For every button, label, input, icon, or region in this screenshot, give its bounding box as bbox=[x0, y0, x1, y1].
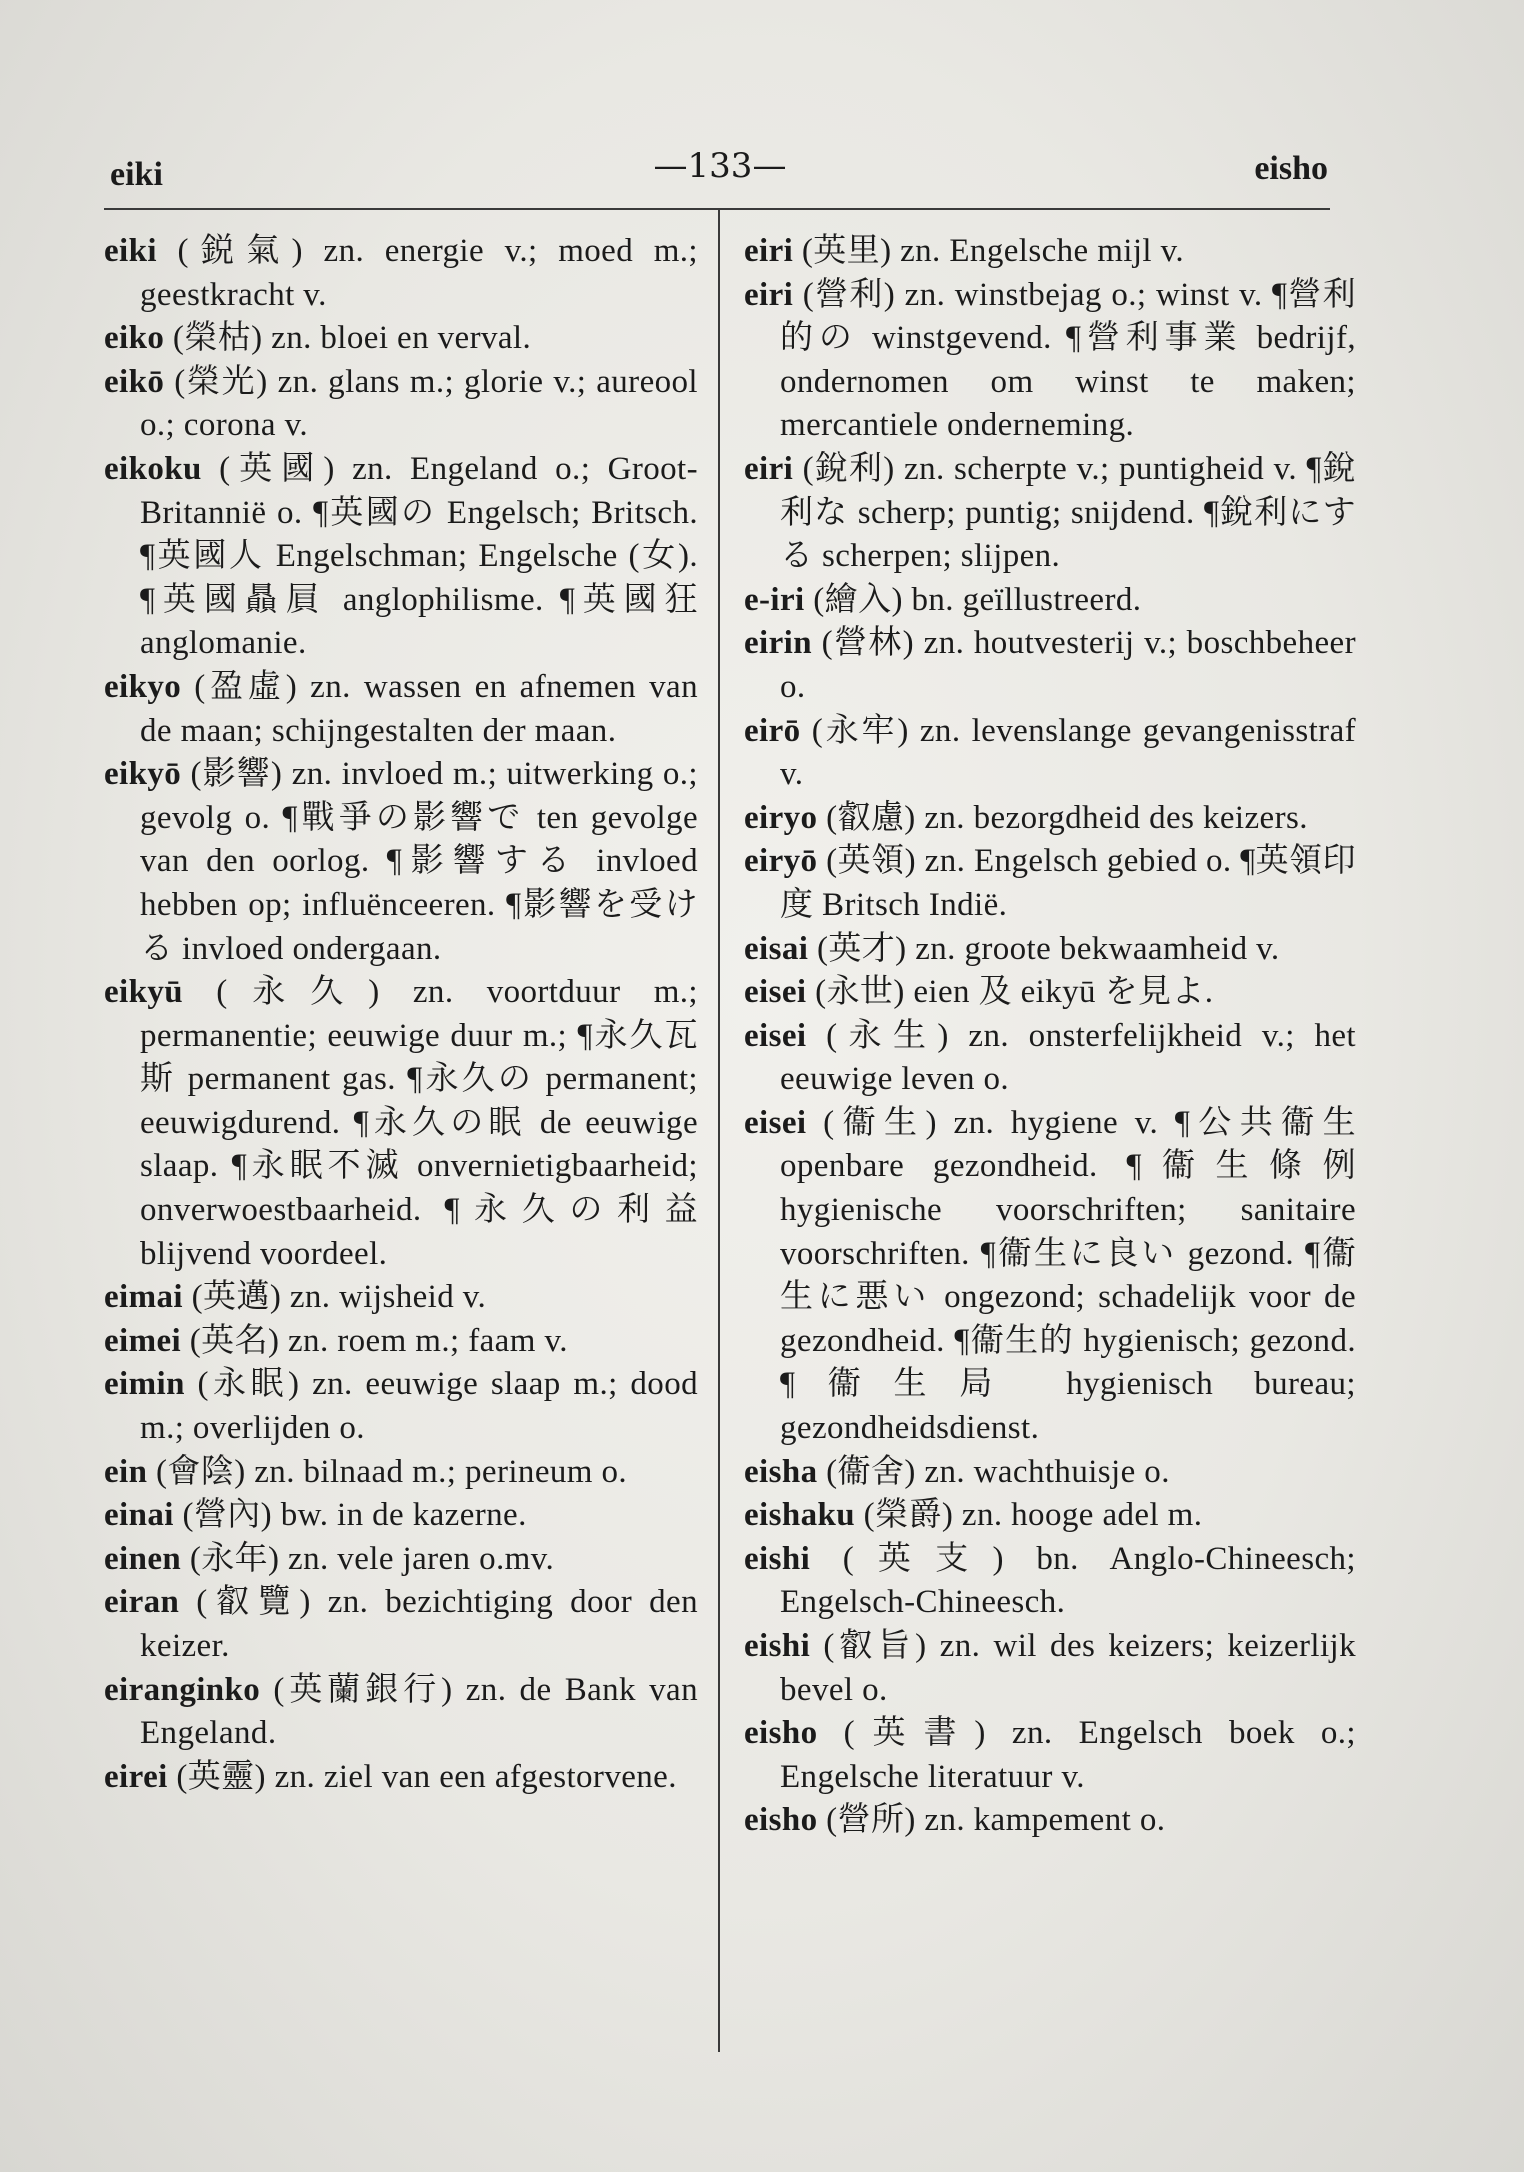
entry-definition: (英才) zn. groote bekwaamheid v. bbox=[808, 930, 1280, 967]
entry-definition: (叡覽) zn. bezichtiging door den keizer. bbox=[140, 1584, 698, 1664]
entry-definition: (英邁) zn. wijsheid v. bbox=[182, 1279, 487, 1316]
entry-headword: eiki bbox=[104, 233, 157, 269]
dictionary-entry bbox=[744, 971, 1356, 1015]
entry-headword: eikyū bbox=[104, 974, 184, 1011]
entry-headword: eikyo bbox=[104, 668, 182, 705]
entry-definition: (榮爵) zn. hooge adel m. bbox=[855, 1497, 1203, 1534]
entry-definition: (永年) zn. vele jaren o.mv. bbox=[181, 1540, 555, 1577]
entry-definition: (英靈) zn. ziel van een afgestorvene. bbox=[167, 1758, 677, 1795]
entry-definition: (榮光) zn. glans m.; glorie v.; aureool o.; corona v. bbox=[140, 363, 698, 444]
dictionary-entry bbox=[104, 1581, 698, 1668]
entry-definition: (英領) zn. Engelsch gebied o. ¶英領印度 Britsch Indië. bbox=[780, 843, 1356, 923]
entry-headword: eisho bbox=[744, 1715, 818, 1752]
left-column bbox=[104, 230, 698, 1799]
dictionary-entry bbox=[104, 1538, 698, 1582]
entry-definition: (英名) zn. roem m.; faam v. bbox=[181, 1322, 568, 1359]
dictionary-entry bbox=[104, 666, 698, 753]
dictionary-entry bbox=[744, 579, 1356, 623]
dictionary-entry bbox=[104, 1494, 698, 1538]
entry-headword: eiryō bbox=[744, 843, 818, 880]
entry-definition: (衞舍) zn. wachthuisje o. bbox=[817, 1453, 1170, 1490]
right-column bbox=[744, 230, 1356, 1843]
header-first-word: eiki bbox=[110, 156, 163, 193]
dictionary-entry bbox=[744, 622, 1356, 709]
entry-headword: eiri bbox=[744, 450, 794, 487]
dictionary-entry bbox=[744, 1625, 1356, 1712]
entry-headword: eimai bbox=[104, 1279, 183, 1316]
dictionary-entry bbox=[744, 710, 1356, 797]
entry-definition: (英里) zn. Engelsche mijl v. bbox=[793, 233, 1185, 269]
entry-headword: einen bbox=[104, 1540, 182, 1577]
entry-definition: (榮枯) zn. bloei en verval. bbox=[164, 320, 532, 357]
dictionary-entry bbox=[744, 1712, 1356, 1799]
entry-definition: (英支) bn. Anglo-Chineesch; Engelsch-Chineesch. bbox=[780, 1540, 1356, 1621]
entry-headword: eishi bbox=[744, 1628, 811, 1664]
entry-headword: eishi bbox=[744, 1540, 811, 1577]
dictionary-entry bbox=[104, 361, 698, 448]
dictionary-entry bbox=[104, 448, 698, 666]
entry-headword: eisho bbox=[744, 1802, 818, 1839]
entry-headword: eiryo bbox=[744, 799, 818, 836]
dictionary-entry bbox=[744, 230, 1356, 274]
dictionary-entry bbox=[104, 971, 698, 1276]
entry-definition: (英國) zn. Engeland o.; Groot-Britannië o. ¶英國の Engelsch; Britsch. ¶英國人 Engelschman; Engelsche (女). ¶英國贔屓 anglophilisme. ¶英國狂 anglomanie. bbox=[140, 450, 698, 662]
entry-definition: (永眠) zn. eeuwige slaap m.; dood m.; overlijden o. bbox=[140, 1366, 698, 1447]
entry-definition: (永世) eien 及 eikyū を見よ. bbox=[806, 974, 1214, 1011]
header-last-word: eisho bbox=[1254, 150, 1328, 187]
entry-definition: (英蘭銀行) zn. de Bank van Engeland. bbox=[140, 1671, 698, 1752]
dictionary-entry bbox=[744, 1451, 1356, 1495]
entry-definition: (叡慮) zn. bezorgdheid des keizers. bbox=[817, 799, 1308, 836]
dictionary-entry bbox=[104, 230, 698, 317]
entry-headword: eisha bbox=[744, 1453, 818, 1490]
dictionary-entry bbox=[104, 1320, 698, 1364]
entry-headword: eishaku bbox=[744, 1497, 856, 1534]
header-rule bbox=[104, 208, 1330, 210]
entry-headword: ein bbox=[104, 1453, 148, 1490]
dictionary-entry bbox=[744, 1015, 1356, 1102]
dictionary-entry bbox=[744, 448, 1356, 579]
entry-definition: (銳利) zn. scherpte v.; puntigheid v. ¶銳利な scherp; puntig; snijdend. ¶銳利にする scherpen; slijpen. bbox=[780, 450, 1356, 575]
entry-headword: eirō bbox=[744, 712, 801, 749]
dictionary-entry bbox=[744, 797, 1356, 841]
column-divider bbox=[718, 210, 720, 2052]
entry-definition: (鋭氣) zn. energie v.; moed m.; geestkracht v. bbox=[140, 233, 698, 313]
entry-definition: (衞生) zn. hygiene v. ¶公共衞生 openbare gezondheid. ¶衞生條例 hygienische voorschriften; sanitaire voorschriften. ¶衞生に良い gezond. ¶衞生に悪い ongezond; schadelijk voor de gezondheid. ¶衞生的 hygienisch; gezond. ¶衞生局 hygienisch bureau; gezondheidsdienst. bbox=[780, 1104, 1356, 1447]
entry-definition: (永生) zn. onsterfelijkheid v.; het eeuwige leven o. bbox=[780, 1017, 1356, 1098]
dictionary-entry bbox=[744, 1538, 1356, 1625]
dictionary-entry bbox=[104, 1669, 698, 1756]
dictionary-entry bbox=[744, 1102, 1356, 1451]
entry-headword: eimei bbox=[104, 1322, 182, 1359]
entry-headword: e-iri bbox=[744, 581, 805, 618]
entry-definition: (叡旨) zn. wil des keizers; keizerlijk bevel o. bbox=[780, 1628, 1356, 1708]
dictionary-entry bbox=[104, 753, 698, 971]
entry-definition: (營林) zn. houtvesterij v.; boschbeheer o. bbox=[780, 625, 1356, 705]
entry-definition: (繪入) bn. geïllustreerd. bbox=[804, 581, 1142, 618]
dictionary-entry bbox=[744, 840, 1356, 927]
entry-definition: (營內) bw. in de kazerne. bbox=[173, 1497, 527, 1534]
entry-headword: eiko bbox=[104, 320, 165, 357]
dictionary-entry bbox=[104, 1363, 698, 1450]
entry-definition: (營利) zn. winstbejag o.; winst v. ¶營利的の winstgevend. ¶營利事業 bedrijf, ondernomen om winst te maken; mercantiele onderneming. bbox=[780, 276, 1356, 444]
entry-headword: eimin bbox=[104, 1366, 185, 1403]
entry-headword: eikō bbox=[104, 363, 165, 400]
entry-headword: eiranginko bbox=[104, 1671, 261, 1708]
entry-definition: (營所) zn. kampement o. bbox=[817, 1802, 1166, 1839]
dictionary-entry bbox=[744, 1494, 1356, 1538]
dictionary-entry bbox=[744, 274, 1356, 448]
entry-definition: (永久) zn. voortduur m.; permanentie; eeuwige duur m.; ¶永久瓦斯 permanent gas. ¶永久の permanent; eeuwigdurend. ¶永久の眠 de eeuwige slaap. ¶永眠不滅 onvernietigbaarheid; onverwoestbaarheid. ¶永久の利益 blijvend voordeel. bbox=[140, 974, 698, 1272]
entry-definition: (永牢) zn. levenslange gevangenisstraf v. bbox=[780, 712, 1356, 793]
entry-headword: eisei bbox=[744, 1017, 807, 1054]
entry-headword: eiri bbox=[744, 233, 794, 269]
entry-headword: eisai bbox=[744, 930, 809, 967]
entry-headword: eirin bbox=[744, 625, 812, 662]
dictionary-entry bbox=[104, 1276, 698, 1320]
entry-definition: (影響) zn. invloed m.; uitwerking o.; gevolg o. ¶戰爭の影響で ten gevolge van den oorlog. ¶影響する invloed hebben op; influënceeren. ¶影響を受ける invloed ondergaan. bbox=[140, 756, 698, 967]
entry-headword: eisei bbox=[744, 1104, 807, 1141]
entry-headword: eiran bbox=[104, 1584, 180, 1621]
dictionary-entry bbox=[104, 1756, 698, 1800]
entry-headword: eirei bbox=[104, 1758, 168, 1795]
entry-headword: eiri bbox=[744, 276, 794, 313]
entry-headword: einai bbox=[104, 1497, 174, 1534]
entry-headword: eisei bbox=[744, 974, 807, 1011]
entry-headword: eikoku bbox=[104, 450, 202, 487]
page-number: —133— bbox=[653, 146, 787, 186]
dictionary-entry bbox=[744, 928, 1356, 972]
entry-definition: (會陰) zn. bilnaad m.; perineum o. bbox=[147, 1453, 628, 1490]
dictionary-entry bbox=[104, 1451, 698, 1495]
entry-definition: (盈虛) zn. wassen en afnemen van de maan; schijngestalten der maan. bbox=[140, 668, 698, 749]
dictionary-entry bbox=[744, 1799, 1356, 1843]
entry-definition: (英書) zn. Engelsch boek o.; Engelsche literatuur v. bbox=[780, 1715, 1356, 1795]
page-header bbox=[0, 142, 1524, 193]
dictionary-entry bbox=[104, 317, 698, 361]
entry-headword: eikyō bbox=[104, 756, 182, 793]
